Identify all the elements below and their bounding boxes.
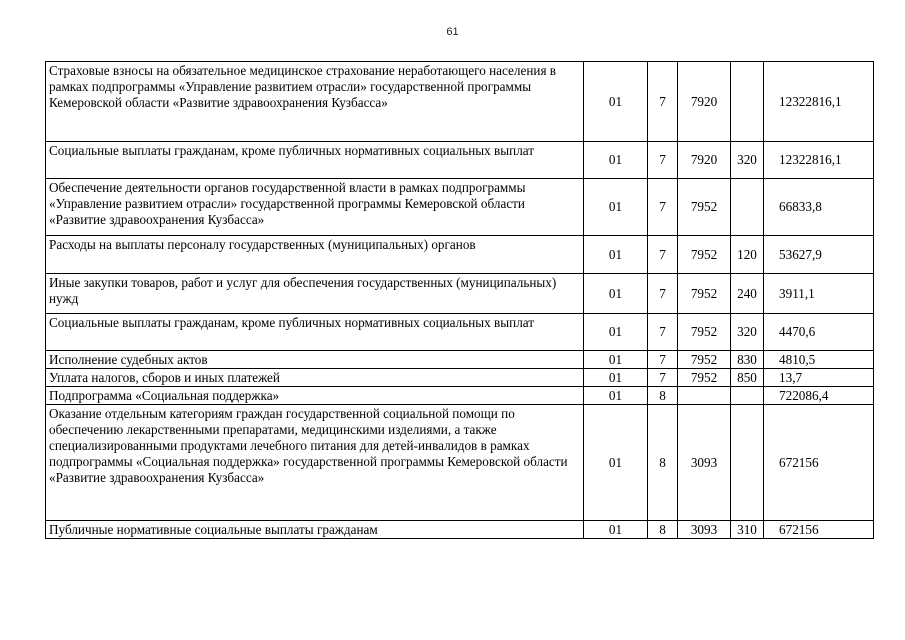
row-name: Иные закупки товаров, работ и услуг для обеспечения государственных (муниципальных) нужд [46, 274, 584, 314]
row-cs: 7920 [678, 142, 731, 179]
row-amount: 13,7 [764, 369, 874, 387]
row-name: Страховые взносы на обязательное медицинское страхование неработающего населения в рамках подпрограммы «Управление развитием отрасли» государственной программы Кемеровской области «Развитие здравоохранения Кузбасса» [46, 62, 584, 142]
row-rz: 01 [584, 62, 648, 142]
row-rz: 01 [584, 369, 648, 387]
row-name: Публичные нормативные социальные выплаты гражданам [46, 521, 584, 539]
row-pr: 8 [648, 387, 678, 405]
page-number: 61 [446, 26, 459, 38]
row-pr: 8 [648, 521, 678, 539]
row-pr: 7 [648, 236, 678, 274]
row-rz: 01 [584, 314, 648, 351]
row-pr: 7 [648, 142, 678, 179]
row-name: Социальные выплаты гражданам, кроме публичных нормативных социальных выплат [46, 314, 584, 351]
row-cs [678, 387, 731, 405]
row-name: Расходы на выплаты персоналу государственных (муниципальных) органов [46, 236, 584, 274]
row-vr: 240 [731, 274, 764, 314]
row-amount: 4470,6 [764, 314, 874, 351]
row-vr [731, 387, 764, 405]
row-vr: 320 [731, 142, 764, 179]
row-vr [731, 405, 764, 521]
row-amount: 66833,8 [764, 179, 874, 236]
row-rz: 01 [584, 405, 648, 521]
row-pr: 7 [648, 62, 678, 142]
row-rz: 01 [584, 274, 648, 314]
row-name: Социальные выплаты гражданам, кроме публичных нормативных социальных выплат [46, 142, 584, 179]
table-row [46, 521, 874, 539]
row-pr: 7 [648, 179, 678, 236]
row-pr: 8 [648, 405, 678, 521]
table-row [46, 236, 874, 274]
row-cs: 7920 [678, 62, 731, 142]
row-amount: 12322816,1 [764, 62, 874, 142]
row-pr: 7 [648, 351, 678, 369]
table-row [46, 142, 874, 179]
row-vr: 830 [731, 351, 764, 369]
row-cs: 3093 [678, 405, 731, 521]
row-pr: 7 [648, 274, 678, 314]
row-name: Подпрограмма «Социальная поддержка» [46, 387, 584, 405]
row-cs: 7952 [678, 236, 731, 274]
row-amount: 672156 [764, 405, 874, 521]
table-row [46, 387, 874, 405]
row-pr: 7 [648, 369, 678, 387]
row-cs: 7952 [678, 274, 731, 314]
row-vr [731, 179, 764, 236]
table-row [46, 274, 874, 314]
row-cs: 7952 [678, 369, 731, 387]
table-row [46, 179, 874, 236]
row-cs: 3093 [678, 521, 731, 539]
row-name: Уплата налогов, сборов и иных платежей [46, 369, 584, 387]
row-rz: 01 [584, 142, 648, 179]
table-row [46, 405, 874, 521]
table-row [46, 62, 874, 142]
row-cs: 7952 [678, 314, 731, 351]
budget-table [45, 61, 874, 539]
row-pr: 7 [648, 314, 678, 351]
row-cs: 7952 [678, 179, 731, 236]
table-row [46, 351, 874, 369]
row-name: Обеспечение деятельности органов государственной власти в рамках подпрограммы «Управление развитием отрасли» государственной программы Кемеровской области «Развитие здравоохранения Кузбасса» [46, 179, 584, 236]
row-rz: 01 [584, 236, 648, 274]
row-rz: 01 [584, 351, 648, 369]
row-vr: 310 [731, 521, 764, 539]
row-rz: 01 [584, 387, 648, 405]
row-vr: 320 [731, 314, 764, 351]
row-vr: 850 [731, 369, 764, 387]
table-row [46, 369, 874, 387]
row-amount: 3911,1 [764, 274, 874, 314]
row-amount: 53627,9 [764, 236, 874, 274]
row-amount: 722086,4 [764, 387, 874, 405]
row-rz: 01 [584, 179, 648, 236]
table-row [46, 314, 874, 351]
row-rz: 01 [584, 521, 648, 539]
row-amount: 12322816,1 [764, 142, 874, 179]
row-vr [731, 62, 764, 142]
row-amount: 672156 [764, 521, 874, 539]
row-cs: 7952 [678, 351, 731, 369]
row-name: Оказание отдельным категориям граждан государственной социальной помощи по обеспечению лекарственными препаратами, медицинскими изделиями, а также специализированными продуктами лечебного питания для детей-инвалидов в рамках подпрограммы «Социальная поддержка» государственной программы Кемеровской области «Развитие здравоохранения Кузбасса» [46, 405, 584, 521]
row-vr: 120 [731, 236, 764, 274]
row-name: Исполнение судебных актов [46, 351, 584, 369]
row-amount: 4810,5 [764, 351, 874, 369]
